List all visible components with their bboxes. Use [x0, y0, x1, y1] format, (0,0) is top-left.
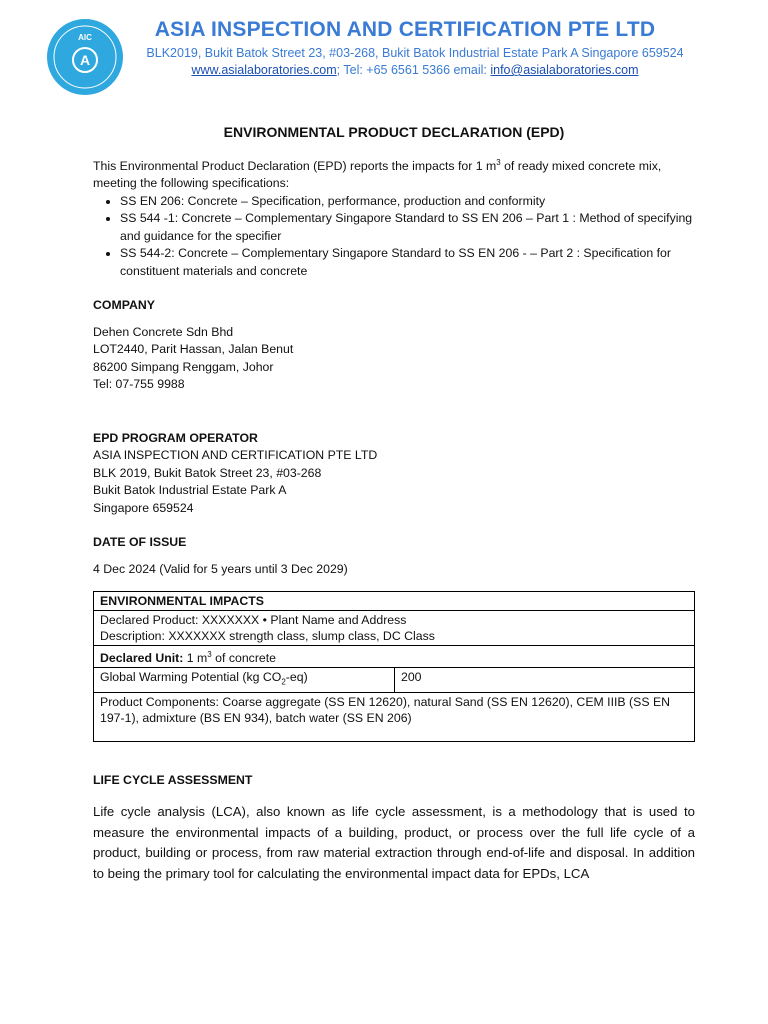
spec-item: • SS EN 206: Concrete – Specification, performance, production and conformity [120, 193, 695, 211]
company-name: ASIA INSPECTION AND CERTIFICATION PTE LTD [154, 18, 656, 41]
issue-heading: DATE OF ISSUE [93, 535, 187, 550]
impacts-heading: ENVIRONMENTAL IMPACTS [94, 592, 695, 611]
email-link[interactable]: info@asialaboratories.com [490, 63, 639, 77]
company-line: LOT2440, Parit Hassan, Jalan Benut [93, 342, 294, 357]
operator-details [93, 447, 695, 517]
issue-date: 4 Dec 2024 (Valid for 5 years until 3 Dec 2029) [93, 561, 348, 576]
company-contact [120, 63, 710, 77]
letterhead [0, 0, 768, 100]
logo-text: AIC [78, 33, 92, 42]
operator-heading: EPD PROGRAM OPERATOR [93, 430, 258, 445]
company-address: BLK2019, Bukit Batok Street 23, #03-268, Bukit Batok Industrial Estate Park A Singapore 659524 [146, 46, 684, 60]
document-body [93, 124, 695, 884]
document-title: ENVIRONMENTAL PRODUCT DECLARATION (EPD) [223, 124, 565, 140]
spec-item: • SS 544-2: Concrete – Complementary Singapore Standard to SS EN 206 - – Part 2 : Specification for constituent materials and concrete [120, 245, 695, 280]
lca-paragraph: Life cycle analysis (LCA), also known as life cycle assessment, is a methodology that is used to measure the environmental impacts of a building, product, or process over the full life cycle of a product, building or process, from raw material extraction through end-of-life and disposal. In addition to being the primary tool for calculating the environmental impact data for EPDs, LCA [93, 804, 695, 881]
company-logo [46, 18, 124, 96]
environmental-impacts-table [93, 591, 695, 742]
product-description: Description: XXXXXXX strength class, slump class, DC Class [100, 629, 435, 644]
company-line: 86200 Simpang Renggam, Johor [93, 359, 274, 374]
product-components: Product Components: Coarse aggregate (SS EN 12620), natural Sand (SS EN 12620), CEM IIIB (SS EN 197-1), admixture (BS EN 934), batch water (SS EN 206) [94, 692, 695, 741]
lca-heading: LIFE CYCLE ASSESSMENT [93, 772, 253, 787]
declared-product-cell [94, 611, 695, 646]
company-details [93, 324, 695, 394]
gwp-value: 200 [395, 668, 695, 692]
company-heading: COMPANY [93, 298, 155, 313]
declared-unit-cell: Declared Unit: 1 $m^3$ of concrete [94, 646, 695, 668]
operator-line: Singapore 659524 [93, 500, 194, 515]
tel-text: ; Tel: +65 6561 5366 email: [336, 63, 491, 77]
intro-paragraph: This Environmental Product Declaration (EPD) reports the impacts for 1 $m^3$ of ready mixed concrete mix, meeting the following specifications: [93, 157, 662, 191]
website-link[interactable]: www.asialaboratories.com [191, 63, 337, 77]
spec-list [93, 193, 695, 281]
gwp-label: Global Warming Potential (kg $CO_2-eq$) [94, 668, 395, 692]
operator-line: BLK 2019, Bukit Batok Street 23, #03-268 [93, 465, 322, 480]
company-line: Dehen Concrete Sdn Bhd [93, 324, 234, 339]
company-line: Tel: 07-755 9988 [93, 377, 185, 392]
operator-line: Bukit Batok Industrial Estate Park A [93, 483, 287, 498]
declared-product: Declared Product: XXXXXXX • Plant Name and Address [100, 613, 407, 628]
operator-line: ASIA INSPECTION AND CERTIFICATION PTE LTD [93, 448, 378, 463]
logo-letter: A [79, 52, 91, 68]
spec-item: • SS 544 -1: Concrete – Complementary Singapore Standard to SS EN 206 – Part 1 : Method of specifying and guidance for the specifier [120, 210, 695, 245]
